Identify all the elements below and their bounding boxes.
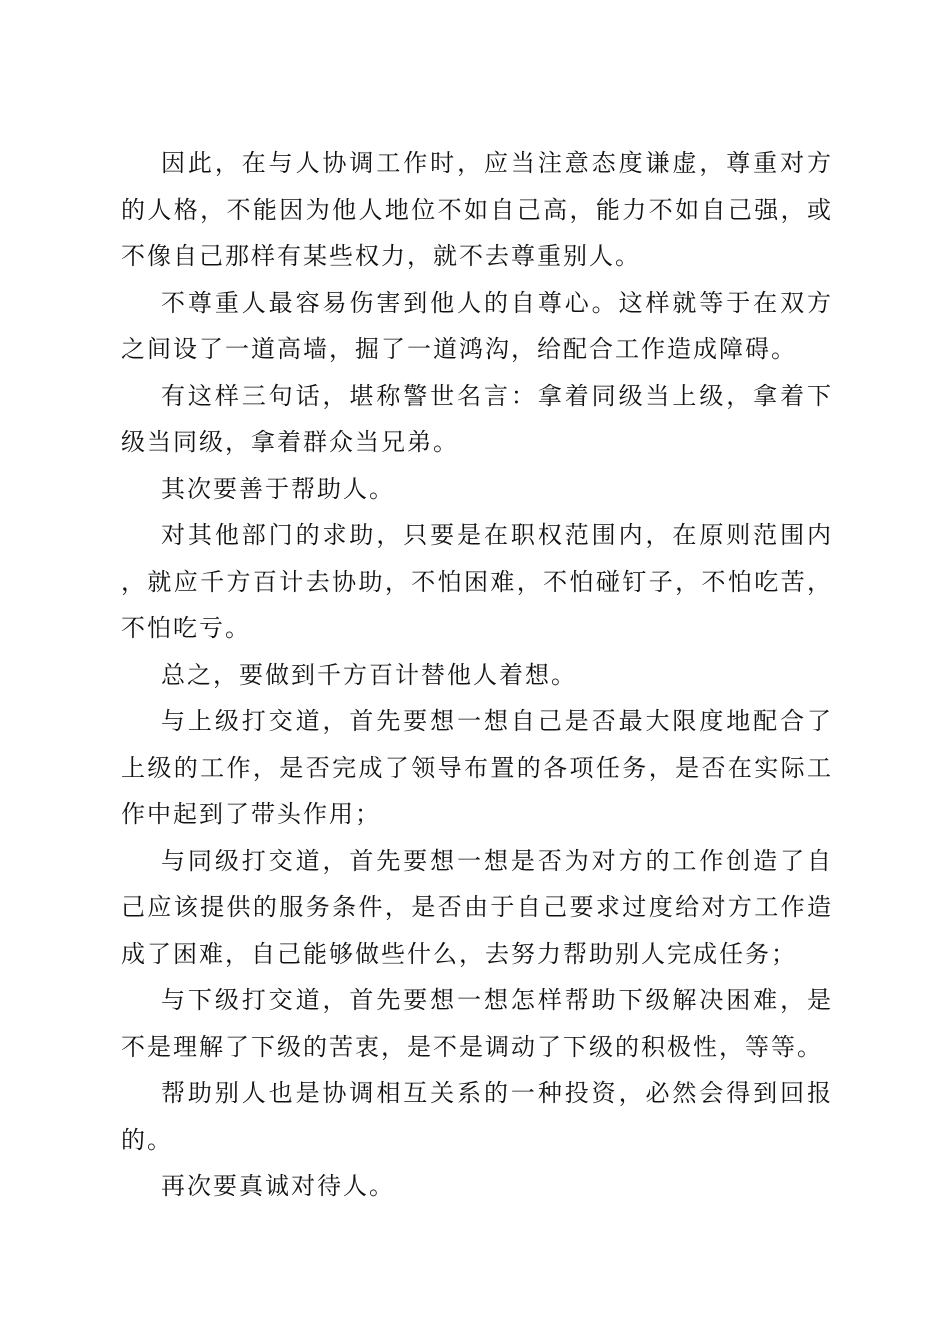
paragraph: 有这样三句话，堪称警世名言：拿着同级当上级，拿着下级当同级，拿着群众当兄弟。 [121, 381, 833, 456]
paragraph: 与上级打交道，首先要想一想自己是否最大限度地配合了上级的工作，是否完成了领导布置的各项任务，是否在实际工作中起到了带头作用； [121, 707, 833, 828]
paragraph: 再次要真诚对待人。 [161, 1172, 395, 1200]
paragraph: 不尊重人最容易伤害到他人的自尊心。这样就等于在双方之间设了一道高墙，掘了一道鸿沟，给配合工作造成障碍。 [121, 288, 833, 363]
paragraph: 总之，要做到千方百计替他人着想。 [161, 660, 577, 689]
paragraph: 与同级打交道，首先要想一想是否为对方的工作创造了自己应该提供的服务条件，是否由于自己要求过度给对方工作造成了困难，自己能够做些什么，去努力帮助别人完成任务； [121, 846, 833, 968]
paragraph: 因此，在与人协调工作时，应当注意态度谦虚，尊重对方的人格，不能因为他人地位不如自己高，能力不如自己强，或不像自己那样有某些权力，就不去尊重别人。 [121, 149, 833, 270]
paragraph: 帮助别人也是协调相互关系的一种投资，必然会得到回报的。 [121, 1079, 833, 1154]
document-body [121, 140, 833, 1210]
paragraph: 其次要善于帮助人。 [161, 474, 395, 503]
paragraph: 与下级打交道，首先要想一想怎样帮助下级解决困难，是不是理解了下级的苦衷，是不是调动了下级的积极性，等等。 [121, 986, 833, 1061]
paragraph: 对其他部门的求助，只要是在职权范围内，在原则范围内，就应千方百计去协助，不怕困难，不怕碰钉子，不怕吃苦，不怕吃亏。 [121, 521, 833, 642]
